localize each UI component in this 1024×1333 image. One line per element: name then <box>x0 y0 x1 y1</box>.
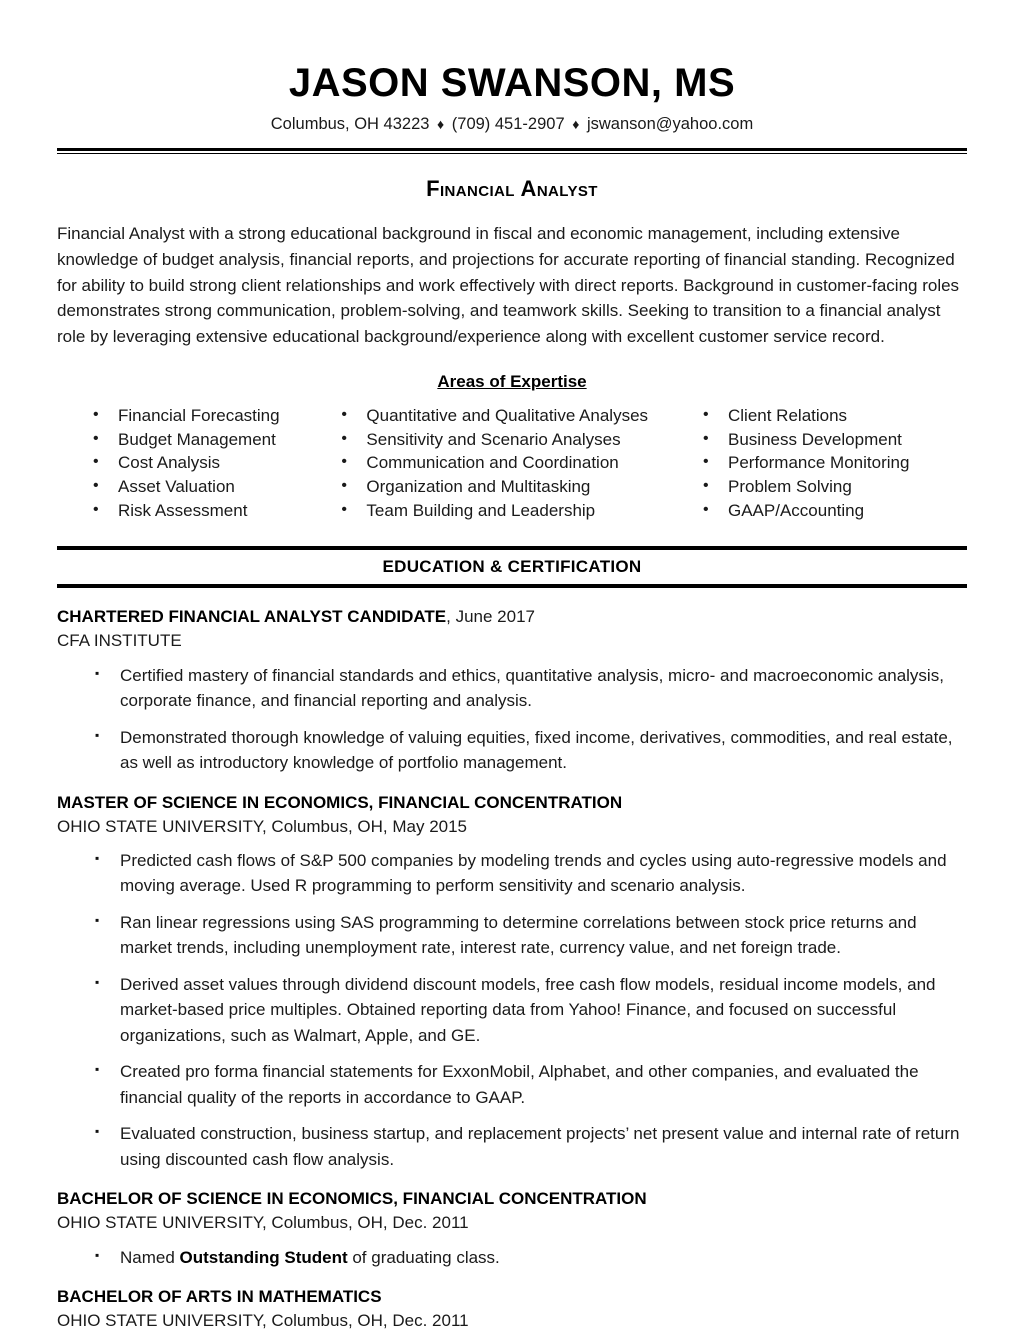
diamond-separator-icon: ♦ <box>437 116 445 132</box>
list-item-label: Risk Assessment <box>118 500 248 520</box>
list-item <box>703 451 967 475</box>
list-item <box>93 451 333 475</box>
list-item-label: GAAP/Accounting <box>728 500 865 520</box>
entry-institution: OHIO STATE UNIVERSITY, Columbus, OH, Dec. 2011 <box>57 1213 469 1233</box>
list-item-label: Financial Forecasting <box>118 406 280 426</box>
list-item-label: Sensitivity and Scenario Analyses <box>366 429 621 449</box>
list-item-label: Ran linear regressions using SAS programming to determine correlations between stock price returns and market trends, including unemployment rate, interest rate, currency value, and net foreign trade. <box>120 912 917 958</box>
list-item <box>57 848 967 910</box>
education-entry <box>57 588 967 775</box>
entry-title <box>57 605 967 629</box>
education-entry <box>57 1270 967 1333</box>
list-item-label: Predicted cash flows of S&P 500 companies by modeling trends and cycles using auto-regressive models and moving average. Used R programming to perform sensitivity and scenario analysis. <box>120 850 947 896</box>
entry-title-date: , June 2017 <box>446 607 535 627</box>
bullet-dot-icon: • <box>703 453 709 471</box>
bullet-dot-icon: • <box>93 477 99 495</box>
bullet-dot-icon: • <box>341 406 348 424</box>
areas-of-expertise-columns <box>57 392 967 522</box>
list-item-label: Asset Valuation <box>118 477 235 497</box>
list-item-label: Budget Management <box>118 429 276 449</box>
list-item <box>341 404 695 428</box>
bullet-square-icon: ▪ <box>95 912 100 927</box>
bullet-dot-icon: • <box>341 500 348 518</box>
bullet-dot-icon: • <box>93 406 99 424</box>
bullet-dot-icon: • <box>703 477 709 495</box>
expertise-column-1 <box>57 404 333 522</box>
bullet-square-icon: ▪ <box>95 1247 100 1262</box>
entry-bullets <box>57 1236 967 1271</box>
bullet-dot-icon: • <box>341 453 348 471</box>
bullet-square-icon: ▪ <box>95 727 100 742</box>
list-item-label: Problem Solving <box>728 477 852 497</box>
diamond-separator-icon: ♦ <box>572 116 580 132</box>
list-item <box>341 428 695 452</box>
entry-title-bold: MASTER OF SCIENCE IN ECONOMICS, FINANCIAL CONCENTRATION <box>57 792 623 812</box>
bullet-text-post: of graduating class. <box>347 1247 500 1267</box>
list-item-label: Performance Monitoring <box>728 453 910 473</box>
bullet-dot-icon: • <box>93 429 99 447</box>
entry-title <box>57 1187 967 1211</box>
bullet-text-emphasis: Outstanding Student <box>179 1247 348 1267</box>
list-item <box>93 428 333 452</box>
list-item <box>341 451 695 475</box>
bullet-square-icon: ▪ <box>95 1124 100 1139</box>
list-item <box>57 1059 967 1121</box>
bullet-square-icon: ▪ <box>95 850 100 865</box>
list-item <box>703 428 967 452</box>
bullet-dot-icon: • <box>93 500 99 518</box>
list-item <box>57 1121 967 1172</box>
bullet-dot-icon: • <box>703 429 709 447</box>
bullet-dot-icon: • <box>93 453 99 471</box>
list-item <box>341 475 695 499</box>
entry-institution: OHIO STATE UNIVERSITY, Columbus, OH, Dec. 2011 <box>57 1311 469 1331</box>
entry-title-bold: BACHELOR OF SCIENCE IN ECONOMICS, FINANCIAL CONCENTRATION <box>57 1189 647 1209</box>
expertise-column-2 <box>333 404 695 522</box>
list-item <box>93 499 333 523</box>
professional-summary: Financial Analyst with a strong educational background in fiscal and economic management, including extensive knowledge of budget analysis, financial reports, and projections for accurate reporting of financial standing. Recognized for ability to build strong client relationships and work effectively with direct reports. Background in customer-facing roles demonstrates strong communication, problem-solving, and teamwork skills. Seeking to transition to a financial analyst role by leveraging extensive educational background/experience along with excellent customer service record. <box>57 224 960 347</box>
list-item-label: Cost Analysis <box>118 453 221 473</box>
bullet-square-icon: ▪ <box>95 1062 100 1077</box>
list-item-label: Evaluated construction, business startup, and replacement projects’ net present value and internal rate of return using discounted cash flow analysis. <box>120 1124 960 1169</box>
bullet-dot-icon: • <box>341 477 348 495</box>
contact-location: Columbus, OH 43223 <box>270 115 430 133</box>
bullet-dot-icon: • <box>341 429 348 447</box>
bullet-dot-icon: • <box>703 500 709 518</box>
list-item <box>703 404 967 428</box>
entry-bullets <box>57 654 967 776</box>
education-section <box>0 546 1024 588</box>
list-item <box>57 972 967 1060</box>
education-entry <box>57 776 967 1173</box>
list-item <box>57 725 967 776</box>
list-item-label: Client Relations <box>728 406 848 426</box>
candidate-name: JASON SWANSON, MS <box>288 61 736 105</box>
bullet-square-icon: ▪ <box>95 665 100 680</box>
entry-institution: OHIO STATE UNIVERSITY, Columbus, OH, May 2015 <box>57 816 468 836</box>
contact-phone: (709) 451-2907 <box>451 115 565 133</box>
list-item-label: Team Building and Leadership <box>366 500 596 520</box>
list-item <box>703 499 967 523</box>
entry-bullets <box>57 839 967 1173</box>
list-item <box>57 663 967 725</box>
list-item-label: Derived asset values through dividend discount models, free cash flow models, residual income models, and market-based price multiples. Obtained reporting data from Yahoo! Finance, and focused on successful organizations, such as Walmart, Apple, and GE. <box>120 974 936 1045</box>
entry-title-bold: CHARTERED FINANCIAL ANALYST CANDIDATE <box>57 607 447 627</box>
list-item-label: Created pro forma financial statements for ExxonMobil, Alphabet, and other companies, and evaluated the financial quality of the reports in accordance to GAAP. <box>120 1062 919 1107</box>
list-item-label: Business Development <box>728 429 902 449</box>
bullet-text-pre: Named <box>120 1247 180 1267</box>
list-item-label: Quantitative and Qualitative Analyses <box>366 406 649 426</box>
areas-of-expertise-heading: Areas of Expertise <box>437 372 587 392</box>
education-entries <box>57 588 967 1333</box>
list-item <box>93 404 333 428</box>
page-title: Financial Analyst <box>426 176 598 201</box>
contact-email: jswanson@yahoo.com <box>586 115 754 133</box>
list-item <box>93 475 333 499</box>
expertise-column-3 <box>695 404 967 522</box>
bullet-dot-icon: • <box>703 406 709 424</box>
entry-title <box>57 791 967 815</box>
bullet-square-icon: ▪ <box>95 974 100 989</box>
section-heading: EDUCATION & CERTIFICATION <box>382 557 642 577</box>
list-item <box>57 910 967 972</box>
list-item-label: Certified mastery of financial standards and ethics, quantitative analysis, micro- and macroeconomic analysis, corporate finance, and financial reporting and analysis. <box>120 665 944 711</box>
list-item-label: Demonstrated thorough knowledge of valuing equities, fixed income, derivatives, commodities, and real estate, as well as introductory knowledge of portfolio management. <box>120 727 953 773</box>
resume-header <box>0 0 1024 134</box>
list-item-label: Communication and Coordination <box>366 453 619 473</box>
entry-institution: CFA INSTITUTE <box>57 631 182 651</box>
list-item <box>57 1245 967 1271</box>
list-item <box>703 475 967 499</box>
contact-line <box>0 104 1024 134</box>
list-item <box>341 499 695 523</box>
list-item-label: Organization and Multitasking <box>366 477 591 497</box>
education-entry <box>57 1172 967 1270</box>
entry-title <box>57 1285 967 1309</box>
list-item-label <box>120 1245 967 1271</box>
entry-title-bold: BACHELOR OF ARTS IN MATHEMATICS <box>57 1287 382 1307</box>
